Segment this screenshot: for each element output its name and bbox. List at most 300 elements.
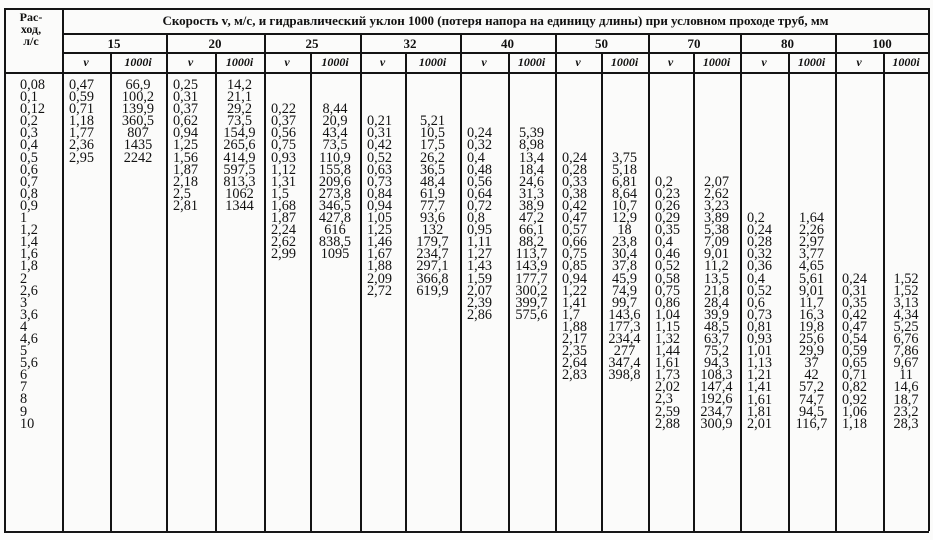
gradient-value: 7,86 [893, 343, 919, 360]
velocity-subheader: v [83, 55, 89, 69]
velocity-subheader: v [187, 55, 194, 69]
subcolumn-separator [693, 52, 695, 531]
velocity-value: 1,61 [747, 391, 773, 408]
gradient-value: 66,1 [518, 222, 545, 239]
gradient-value: 1435 [123, 137, 153, 154]
velocity-value: 2,35 [562, 343, 588, 360]
gradient-column-70 [693, 173, 740, 432]
velocity-value: 2,09 [367, 270, 393, 287]
velocity-subheader: v [379, 55, 386, 69]
gradient-value: 3,23 [703, 197, 730, 214]
gradient-value: 297,1 [416, 258, 449, 275]
velocity-value: 1,11 [467, 234, 492, 251]
gradient-value: 5,39 [518, 125, 545, 142]
gradient-value: 13,5 [703, 270, 730, 287]
velocity-value: 0,66 [562, 234, 588, 251]
gradient-value: 155,8 [318, 161, 352, 178]
gradient-value: 21,8 [703, 282, 730, 299]
diameter-header-70: 70 [687, 36, 701, 51]
gradient-value: 597,5 [223, 161, 256, 178]
subcolumn-separator [110, 52, 112, 531]
gradient-value: 8,64 [611, 185, 638, 202]
diameter-separator [835, 33, 837, 531]
gradient-column-100 [883, 270, 929, 432]
diameter-header-15: 15 [107, 36, 121, 51]
velocity-value: 2,62 [271, 234, 297, 251]
gradient-value: 38,9 [518, 197, 545, 214]
velocity-value: 2,95 [69, 149, 95, 166]
gradient-subheader: 1000i [702, 55, 731, 69]
velocity-value: 0,82 [842, 379, 868, 396]
velocity-value: 1,43 [467, 258, 493, 275]
gradient-value: 2,26 [798, 222, 825, 239]
velocity-value: 2,02 [655, 379, 681, 396]
flow-value: 0,12 [20, 101, 46, 118]
gradient-value: 39,9 [703, 306, 730, 323]
gradient-value: 5,61 [798, 270, 825, 287]
gradient-value: 265,6 [223, 137, 256, 154]
diameter-separator [264, 33, 266, 531]
gradient-value: 5,38 [703, 222, 730, 239]
velocity-value: 0,75 [655, 282, 681, 299]
velocity-value: 0,94 [173, 125, 199, 142]
gradient-value: 29,9 [798, 343, 825, 360]
gradient-value: 19,8 [798, 318, 825, 335]
velocity-value: 0,47 [842, 318, 868, 335]
velocity-column-15 [69, 79, 94, 164]
gradient-value: 277 [613, 343, 636, 360]
gradient-value: 10,7 [611, 197, 638, 214]
velocity-value: 0,52 [367, 149, 393, 166]
velocity-value: 2,99 [271, 246, 297, 263]
velocity-value: 0,62 [173, 113, 199, 130]
gradient-column-50 [601, 149, 648, 384]
table-left-border [4, 8, 6, 531]
velocity-column-100 [842, 270, 868, 432]
gradient-value: 1095 [320, 246, 350, 263]
velocity-value: 0,33 [562, 173, 588, 190]
velocity-value: 0,58 [655, 270, 681, 287]
gradient-value: 31,3 [518, 185, 545, 202]
subcolumn-separator [601, 52, 603, 531]
diameter-header-20: 20 [208, 36, 222, 51]
gradient-value: 1,64 [798, 210, 825, 227]
gradient-value: 36,5 [419, 161, 446, 178]
gradient-value: 273,8 [318, 185, 352, 202]
velocity-value: 1,25 [367, 222, 393, 239]
subcolumn-separator [310, 52, 312, 531]
velocity-value: 1,32 [655, 331, 681, 348]
flow-value: 1,8 [20, 258, 38, 275]
velocity-value: 1,88 [367, 258, 393, 275]
gradient-value: 300,2 [515, 282, 548, 299]
subcolumn-separator [788, 52, 790, 531]
gradient-value: 1,52 [893, 282, 919, 299]
velocity-value: 0,35 [842, 294, 868, 311]
gradient-value: 3,77 [798, 246, 825, 263]
velocity-value: 1,06 [842, 403, 868, 420]
velocity-value: 2,24 [271, 222, 297, 239]
gradient-subheader: 1000i [797, 55, 826, 69]
gradient-value: 143,6 [608, 306, 641, 323]
velocity-value: 0,37 [173, 101, 199, 118]
gradient-value: 63,7 [703, 331, 730, 348]
velocity-value: 0,56 [271, 125, 297, 142]
gradient-value: 399,7 [515, 294, 548, 311]
gradient-value: 9,01 [798, 282, 825, 299]
velocity-value: 0,94 [367, 197, 393, 214]
gradient-value: 28,4 [703, 294, 730, 311]
diameter-header-50: 50 [595, 36, 608, 51]
velocity-value: 1,68 [271, 197, 297, 214]
flow-value: 0,2 [20, 113, 38, 130]
gradient-value: 14,2 [226, 77, 253, 93]
gradient-value: 99,7 [611, 294, 638, 311]
diameter-separator [360, 33, 362, 531]
table-bottom-border [4, 531, 929, 533]
gradient-value: 2,97 [798, 234, 825, 251]
velocity-value: 1,21 [747, 367, 773, 384]
flow-header-line-2: ход, [20, 22, 42, 36]
gradient-value: 234,4 [608, 331, 641, 347]
diameter-separator [460, 33, 462, 531]
gradient-value: 16,3 [798, 306, 825, 323]
velocity-value: 0,84 [367, 185, 393, 202]
gradient-value: 177,3 [608, 318, 641, 335]
velocity-value: 2,17 [562, 331, 588, 347]
velocity-subheader: v [667, 55, 674, 69]
gradient-value: 8,98 [518, 137, 545, 154]
gradient-value: 4,34 [893, 306, 919, 323]
velocity-value: 1,87 [271, 210, 297, 227]
flow-value: 5 [20, 343, 28, 360]
gradient-value: 9,01 [703, 246, 730, 263]
velocity-value: 0,2 [747, 210, 765, 227]
velocity-value: 0,24 [467, 125, 493, 142]
velocity-value: 0,24 [842, 270, 868, 287]
velocity-value: 0,64 [467, 185, 493, 202]
velocity-value: 0,46 [655, 246, 681, 263]
velocity-value: 0,31 [367, 125, 393, 142]
velocity-value: 0,4 [655, 234, 673, 251]
velocity-value: 0,38 [562, 185, 588, 202]
velocity-value: 1,13 [747, 355, 773, 372]
velocity-column-20 [173, 79, 198, 212]
velocity-value: 2,36 [69, 137, 95, 154]
velocity-value: 1,46 [367, 234, 393, 251]
velocity-value: 2,83 [562, 367, 588, 384]
gradient-value: 108,3 [700, 367, 733, 384]
velocity-value: 0,75 [562, 246, 588, 263]
velocity-value: 1,7 [562, 306, 580, 323]
gradient-subheader: 1000i [418, 55, 447, 69]
velocity-value: 0,93 [271, 149, 297, 166]
gradient-value: 37,8 [611, 258, 638, 275]
velocity-value: 0,48 [467, 161, 493, 178]
gradient-value: 346,5 [318, 197, 352, 214]
gradient-value: 18,4 [518, 161, 545, 178]
velocity-column-25 [271, 101, 297, 263]
flow-value: 1 [20, 210, 28, 227]
flow-value: 4 [20, 318, 28, 335]
title-rule [62, 33, 929, 35]
velocity-value: 0,42 [842, 306, 868, 323]
velocity-value: 2,39 [467, 294, 493, 311]
velocity-value: 1,44 [655, 343, 681, 360]
gradient-value: 619,9 [416, 282, 449, 299]
flow-values-column [20, 79, 45, 430]
gradient-column-32 [405, 113, 460, 299]
gradient-value: 7,09 [703, 234, 730, 251]
velocity-value: 0,32 [747, 246, 773, 263]
velocity-value: 0,24 [562, 149, 588, 166]
gradient-value: 23,2 [893, 403, 919, 420]
velocity-value: 0,56 [467, 173, 493, 190]
velocity-value: 0,75 [271, 137, 297, 154]
gradient-value: 838,5 [318, 234, 352, 251]
flow-value: 0,1 [20, 89, 38, 106]
flow-value: 10 [20, 415, 35, 432]
gradient-column-40 [508, 127, 555, 321]
velocity-value: 0,36 [747, 258, 773, 275]
gradient-value: 113,7 [515, 246, 548, 263]
gradient-value: 177,7 [515, 270, 548, 287]
velocity-value: 1,15 [655, 318, 681, 335]
velocity-value: 1,81 [747, 403, 773, 420]
gradient-value: 94,5 [798, 403, 825, 420]
subcolumn-separator [405, 52, 407, 531]
gradient-value: 25,6 [798, 331, 825, 348]
gradient-value: 24,6 [518, 173, 545, 190]
velocity-subheader: v [481, 55, 487, 69]
gradient-value: 147,4 [700, 379, 733, 396]
flow-value: 4,6 [20, 330, 38, 347]
velocity-value: 1,87 [173, 161, 199, 178]
gradient-column-15 [110, 79, 166, 164]
gradient-value: 28,3 [893, 415, 919, 432]
gradient-value: 73,5 [226, 113, 253, 130]
gradient-value: 12,9 [611, 210, 638, 227]
subcolumn-separator [883, 52, 885, 531]
velocity-value: 0,28 [562, 161, 588, 178]
velocity-value: 1,05 [367, 210, 393, 227]
velocity-value: 1,77 [69, 125, 95, 142]
gradient-column-25 [310, 101, 360, 263]
velocity-value: 0,42 [562, 197, 588, 214]
gradient-value: 66,9 [125, 77, 151, 93]
velocity-subheader: v [284, 55, 290, 69]
gradient-value: 94,3 [703, 355, 730, 372]
velocity-value: 0,71 [842, 367, 868, 384]
gradient-value: 234,7 [700, 403, 733, 420]
diameter-header-40: 40 [501, 36, 514, 51]
velocity-value: 0,22 [271, 101, 297, 118]
gradient-value: 813,3 [223, 173, 256, 190]
flow-value: 0,9 [20, 197, 38, 214]
gradient-value: 10,5 [419, 125, 446, 142]
table-top-border [4, 8, 929, 10]
gradient-value: 74,9 [611, 282, 638, 299]
gradient-value: 154,9 [223, 125, 256, 142]
gradient-value: 77,7 [419, 197, 446, 214]
gradient-value: 4,65 [798, 258, 825, 275]
velocity-value: 0,65 [842, 355, 868, 372]
diameter-separator [740, 33, 742, 531]
velocity-value: 1,22 [562, 282, 588, 299]
flow-value: 0,4 [20, 137, 38, 154]
gradient-value: 20,9 [322, 113, 348, 130]
velocity-value: 1,56 [173, 149, 199, 166]
gradient-value: 1344 [225, 197, 254, 214]
velocity-column-50 [562, 149, 588, 384]
gradient-value: 2,62 [703, 185, 730, 202]
velocity-value: 1,31 [271, 173, 297, 190]
gradient-value: 209,6 [318, 173, 352, 190]
gradient-value: 37 [804, 355, 819, 372]
velocity-value: 2,59 [655, 403, 681, 420]
velocity-value: 1,67 [367, 246, 393, 263]
velocity-value: 0,95 [467, 222, 493, 239]
gradient-value: 11 [899, 367, 913, 384]
flow-value: 9 [20, 403, 28, 420]
gradient-value: 3,89 [703, 210, 730, 227]
diameter-header-25: 25 [305, 36, 319, 51]
gradient-value: 398,8 [608, 367, 641, 384]
velocity-value: 2,18 [173, 173, 199, 190]
gradient-value: 21,1 [226, 89, 253, 106]
velocity-value: 0,73 [747, 306, 773, 323]
gradient-column-20 [215, 79, 264, 212]
gradient-value: 414,9 [223, 149, 256, 166]
gradient-value: 45,9 [611, 270, 638, 287]
velocity-value: 1,04 [655, 306, 681, 323]
gradient-value: 30,4 [611, 246, 638, 263]
velocity-value: 1,12 [271, 161, 297, 178]
flow-value: 0,6 [20, 161, 38, 178]
gradient-value: 116,7 [795, 415, 828, 432]
diameter-header-32: 32 [403, 36, 417, 51]
table-right-border [928, 8, 930, 531]
velocity-subheader: v [761, 55, 767, 69]
flow-value: 0,7 [20, 173, 38, 190]
gradient-value: 93,6 [419, 210, 446, 227]
gradient-value: 11,7 [799, 294, 824, 311]
velocity-value: 1,41 [747, 379, 773, 396]
gradient-value: 23,8 [611, 234, 638, 251]
gradient-value: 26,2 [419, 149, 446, 166]
gradient-subheader: 1000i [610, 55, 639, 69]
flow-header-line-3: л/с [23, 34, 39, 48]
velocity-value: 0,54 [842, 331, 868, 348]
gradient-value: 75,2 [703, 343, 730, 360]
gradient-value: 110,9 [319, 149, 351, 166]
gradient-value: 18,7 [893, 391, 919, 408]
flow-value: 2 [20, 270, 28, 287]
gradient-value: 13,4 [518, 149, 545, 166]
velocity-value: 1,41 [562, 294, 588, 311]
gradient-subheader: 1000i [321, 55, 349, 69]
velocity-column-32 [367, 113, 393, 299]
gradient-value: 9,67 [893, 355, 919, 372]
velocity-value: 2,07 [467, 282, 493, 299]
flow-value: 3 [20, 294, 28, 311]
velocity-value: 0,59 [842, 343, 868, 360]
gradient-value: 300,9 [700, 415, 733, 432]
velocity-column-80 [747, 212, 772, 430]
gradient-value: 2,07 [703, 173, 730, 190]
velocity-value: 0,47 [562, 210, 588, 227]
gradient-value: 234,7 [416, 246, 449, 263]
diameter-separator [166, 33, 168, 531]
gradient-value: 132 [421, 222, 444, 239]
velocity-value: 0,59 [69, 89, 95, 106]
velocity-value: 0,8 [467, 210, 485, 227]
gradient-value: 179,7 [416, 234, 449, 251]
gradient-subheader: 1000i [892, 55, 920, 69]
header-bottom-rule [4, 72, 929, 74]
gradient-value: 3,75 [611, 149, 638, 166]
gradient-value: 100,2 [121, 89, 155, 106]
velocity-value: 2,01 [747, 415, 773, 432]
velocity-value: 0,73 [367, 173, 393, 190]
gradient-value: 5,25 [893, 318, 919, 335]
gradient-value: 6,76 [893, 331, 919, 348]
velocity-value: 0,24 [747, 222, 773, 239]
velocity-subheader: v [856, 55, 862, 69]
gradient-value: 17,5 [419, 137, 446, 154]
velocity-value: 0,52 [747, 282, 773, 299]
velocity-value: 0,85 [562, 258, 588, 275]
flow-header-line-1: Рас- [19, 10, 43, 24]
velocity-value: 0,31 [842, 282, 868, 299]
diameter-rule [62, 52, 929, 54]
gradient-value: 139,9 [121, 101, 155, 118]
gradient-value: 18 [617, 222, 632, 239]
velocity-value: 0,37 [271, 113, 297, 130]
gradient-value: 1062 [225, 185, 254, 202]
velocity-value: 0,47 [69, 77, 95, 93]
gradient-value: 347,4 [608, 355, 641, 372]
flow-value: 1,2 [20, 222, 38, 239]
velocity-value: 0,52 [655, 258, 681, 275]
velocity-value: 0,71 [69, 101, 95, 118]
flow-value: 3,6 [20, 306, 38, 323]
gradient-subheader: 1000i [124, 55, 152, 69]
velocity-value: 2,72 [367, 282, 393, 299]
velocity-value: 2,81 [173, 197, 199, 214]
velocity-value: 2,3 [655, 391, 673, 408]
diameter-separator [555, 33, 557, 531]
velocity-value: 0,2 [655, 173, 673, 190]
velocity-value: 0,25 [173, 77, 199, 93]
gradient-value: 88,2 [518, 234, 545, 251]
flow-value: 7 [20, 379, 28, 396]
velocity-value: 0,28 [747, 234, 773, 251]
flow-value: 0,08 [20, 77, 46, 93]
flow-value: 0,5 [20, 149, 38, 166]
gradient-value: 807 [127, 125, 149, 142]
gradient-value: 427,8 [318, 210, 352, 227]
gradient-value: 73,5 [322, 137, 348, 154]
velocity-value: 0,93 [747, 331, 773, 348]
subcolumn-separator [508, 52, 510, 531]
velocity-value: 2,86 [467, 306, 493, 323]
velocity-subheader: v [575, 55, 581, 69]
flow-value: 0,8 [20, 185, 38, 202]
flow-value: 1,4 [20, 234, 38, 251]
gradient-value: 192,6 [700, 391, 733, 408]
velocity-value: 1,88 [562, 318, 588, 335]
